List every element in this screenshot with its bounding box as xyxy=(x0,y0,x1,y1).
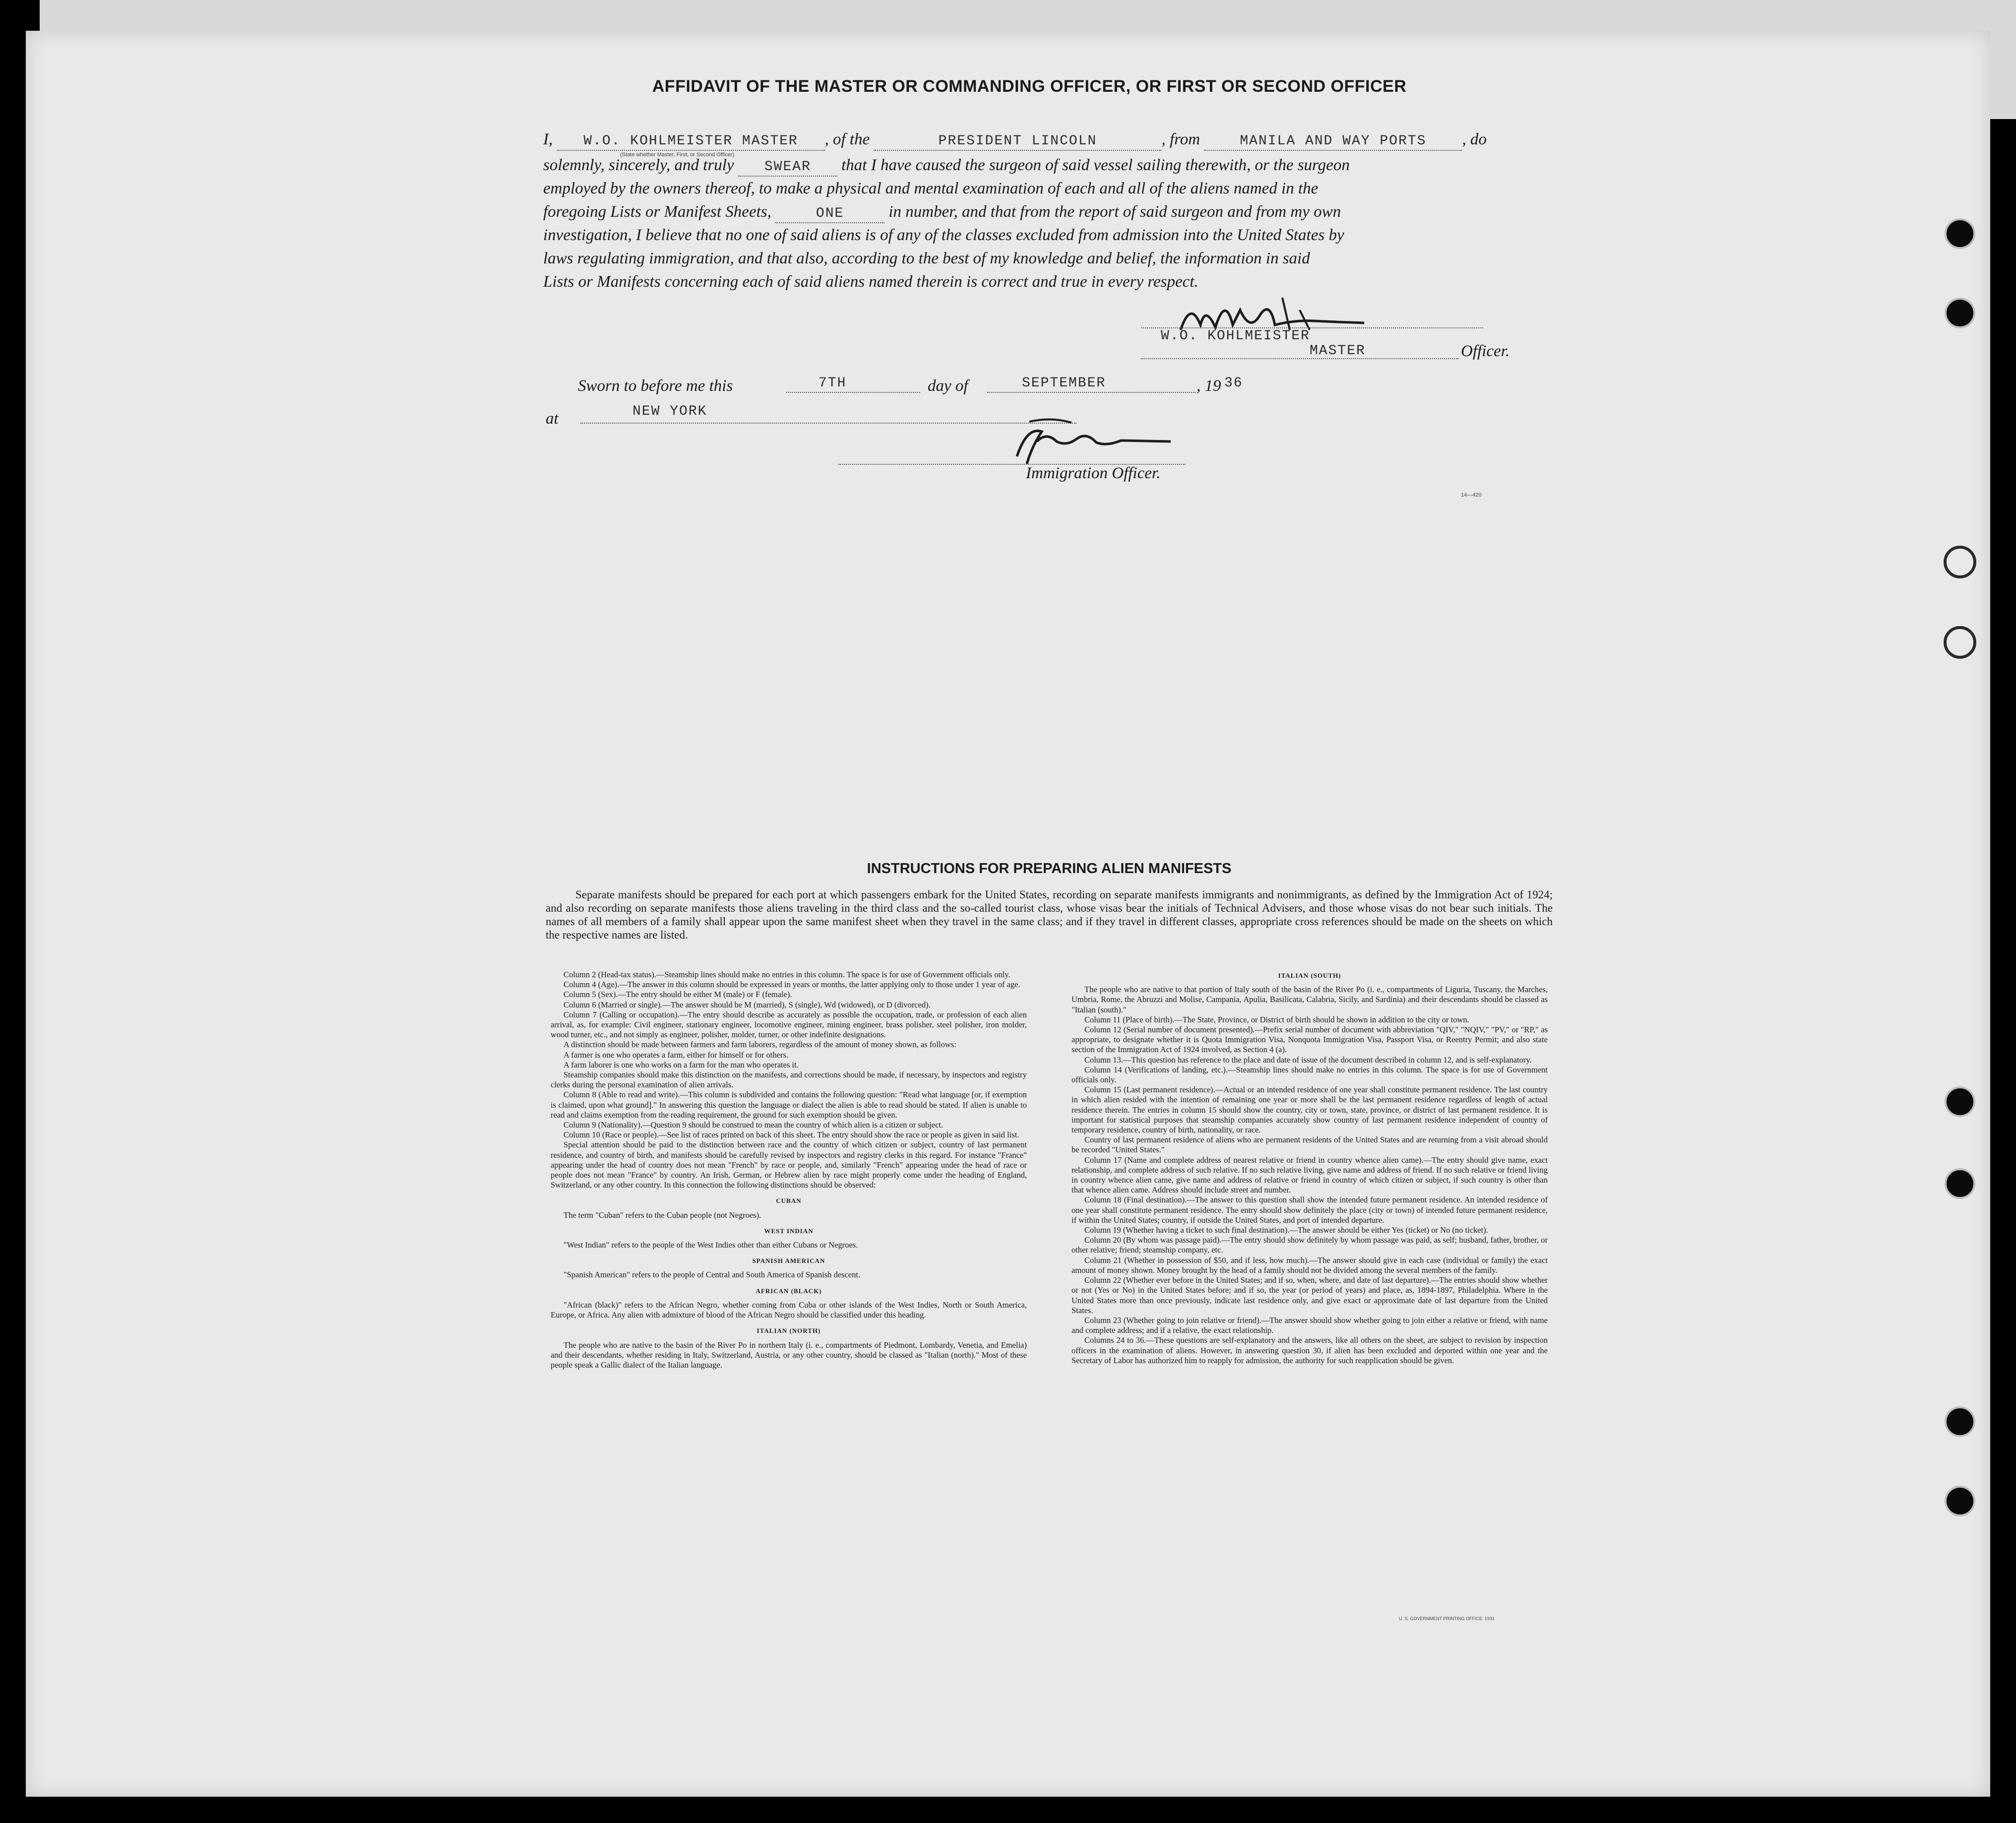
right-paragraph: Country of last permanent residence of aliens who are permanent residents of the United States and are returning from a visit abroad should be recorded "United States." xyxy=(1071,1135,1548,1155)
sworn-month-line xyxy=(987,392,1196,393)
instructions-intro: Separate manifests should be prepared for each port at which passengers embark for the United States, recording on separate manifests immigrants and nonimmigrants, as defined by the Immigration Act of 1924; and also recording on separate manifests those aliens traveling in the third class and the so-called tourist class, whose visas bear the initials of Technical Advisers, and those whose visas do not bear such initials. The names of all members of a family shall appear upon the same manifest sheet when they travel in the same class; and if they travel in different classes, appropriate cross references should be made on the sheets on which the respective names are listed. xyxy=(546,888,1553,941)
right-paragraph: Column 15 (Last permanent residence).—Actual or an intended residence of one year shall constitute permanent residence. The last country in which alien resided with the intention of remaining one year or more shall be the last permanent residence regardless of length of actual residence therein. The entries in column 15 should show the country, city or town, state, province, or district of last permanent residence. It is important for statistical purposes that steamship companies accurately show country of last permanent residence independent of country of temporary residence, country of birth, nationality, or race. xyxy=(1071,1085,1548,1135)
text-foregoing: foregoing Lists or Manifest Sheets, xyxy=(543,203,771,221)
west-indian-text: "West Indian" refers to the people of the West Indies other than either Cubans or Negroes. xyxy=(564,1240,858,1250)
right-paragraph: Column 22 (Whether ever before in the United States; and if so, when, where, and date of last departure).—The entries should show whether or not (Yes or No) in the United States before; and if so, the year (or period of years) and place, as, 1894-1897, Philadelphia. Where in the United States more than once previously, indicate last residence only, and give exact or approximate date of last departure from the United States. xyxy=(1071,1275,1548,1315)
italian-south-heading: ITALIAN (SOUTH) xyxy=(1278,972,1341,979)
binder-hole-7 xyxy=(1945,1406,1975,1437)
affidavit-line-3: employed by the owners thereof, to make a physical and mental examination of each and all of the aliens named in the xyxy=(543,180,1319,197)
left-paragraph: Column 8 (Able to read and write).—This column is subdivided and contains the following question: "Read what language [or, if exemption is claimed, upon what ground]." In answering this question the language or dialect the alien is able to read should be stated. If alien is unable to read and claims exemption from the reading requirement, the ground for such exemption should be given. xyxy=(551,1090,1027,1120)
text-solemnly: solemnly, sincerely, and truly xyxy=(543,156,734,174)
right-paragraph: Column 20 (By whom was passage paid).—The entry should show definitely by whom passage was paid, as self; husband, father, brother, or other relative; friend; steamship company, etc. xyxy=(1071,1235,1548,1255)
right-paragraph: Column 19 (Whether having a ticket to such final destination).—The answer should be either Yes (ticket) or No (no ticket). xyxy=(1084,1225,1488,1235)
right-paragraph: Column 18 (Final destination).—The answer to this question shall show the intended future permanent residence. An intended residence of one year shall constitute permanent residence. The entry should show definitely the place (city or town) of intended future permanent residence, if within the United States; country, if outside the United States, and port of intended departure. xyxy=(1071,1195,1548,1225)
left-paragraph: A farm laborer is one who works on a farm for the man who operates it. xyxy=(564,1060,799,1069)
spanish-american-heading: SPANISH AMERICAN xyxy=(752,1257,825,1265)
sworn-place-line xyxy=(580,423,1076,424)
african-heading: AFRICAN (BLACK) xyxy=(756,1287,822,1295)
italian-north-text: The people who are native to the basin of the River Po in northern Italy (i. e., compartments of Piedmont, Lombardy, Venetia, and Emelia) and their descendants, whether residing in Italy, Switzerland, Austria, or any other country, should be classed as "Italian (north)." Most of these people speak a Gallic dialect of the Italian language. xyxy=(551,1340,1027,1370)
binder-hole-6 xyxy=(1945,1168,1975,1199)
officer-label: Officer. xyxy=(1461,342,1510,360)
form-number: 14—420 xyxy=(1461,492,1482,498)
at-label: at xyxy=(546,410,559,428)
sworn-day: 7TH xyxy=(819,376,847,391)
year-prefix: , 19 xyxy=(1197,377,1221,395)
oath-field: SWEAR xyxy=(738,159,837,177)
right-paragraph: Column 14 (Verifications of landing, etc.).—Steamship lines should make no entries in this column. The space is for use of Government officials only. xyxy=(1071,1065,1548,1085)
binder-hole-1 xyxy=(1945,218,1975,249)
sworn-text: Sworn to before me this xyxy=(578,377,733,395)
sworn-place: NEW YORK xyxy=(632,404,707,419)
right-paragraph: Column 21 (Whether in possession of $50, and if less, how much).—The answer should give in each case (individual or family) the exact amount of money shown. Money brought by the head of a family should not be divided among the several members of the family. xyxy=(1071,1255,1548,1275)
state-note: (State whether Master, First, or Second Officer) xyxy=(620,152,735,158)
right-paragraph: Column 17 (Name and complete address of nearest relative or friend in country whence alien came).—The entry should give name, exact relationship, and complete address of such relative. If no such relative living, give name and address of friend. If no such relative or friend living in country whence alien came, give name and address of relative or friend in country of which citizen or subject, if such country is other than that whence alien came. Address should include street and number. xyxy=(1071,1155,1548,1195)
departure-port-field: MANILA AND WAY PORTS xyxy=(1204,133,1462,151)
left-paragraph: Steamship companies should make this distinction on the manifests, and corrections should be made, if necessary, by inspectors and registry clerks during the personal examination of alien arrivals. xyxy=(551,1070,1027,1090)
manifest-count-field: ONE xyxy=(775,205,884,223)
binder-hole-5 xyxy=(1945,1086,1975,1117)
right-paragraph: Column 11 (Place of birth).—The State, Province, or District of birth should be shown in addition to the city or town. xyxy=(1084,1014,1469,1024)
binder-hole-3 xyxy=(1944,546,1976,578)
binder-hole-8 xyxy=(1945,1486,1975,1516)
instructions-right-column xyxy=(1071,965,1548,1366)
affidavit-line-6: laws regulating immigration, and that also, according to the best of my knowledge and belief, the information in said xyxy=(543,250,1310,267)
binder-hole-4 xyxy=(1944,626,1976,659)
african-text: "African (black)" refers to the African Negro, whether coming from Cuba or other islands of the West Indies, North or South America, Europe, or Africa. Any alien with admixture of blood of the African Negro should be classified under this heading. xyxy=(551,1300,1027,1320)
day-of-text: day of xyxy=(928,377,968,395)
left-paragraph: Column 10 (Race or people).—See list of races printed on back of this sheet. The entry should show the race or people as given in said list. xyxy=(564,1130,1019,1140)
officer-rank: MASTER xyxy=(1310,343,1366,359)
binder-hole-2 xyxy=(1945,298,1975,328)
left-paragraph: Column 2 (Head-tax status).—Steamship lines should make no entries in this column. The space is for use of Government officials only. xyxy=(564,970,1010,979)
left-paragraph: A farmer is one who operates a farm, either for himself or for others. xyxy=(564,1050,789,1060)
right-paragraph: The people who are native to that portion of Italy south of the basin of the River Po (i. e., compartments of Liguria, Tuscany, the Marches, Umbria, Rome, the Abruzzi and Molise, Campania, Apulia, Basilicata, Calabria, Sicily, and Sardinia) and their descendants should be classed as "Italian (south)." xyxy=(1071,985,1548,1014)
right-paragraph: Column 13.—This question has reference to the place and date of issue of the document described in column 12, and is self-explanatory. xyxy=(1084,1055,1532,1065)
text-surgeon: that I have caused the surgeon of said vessel sailing therewith, or the surgeon xyxy=(841,156,1350,174)
vessel-name-field: PRESIDENT LINCOLN xyxy=(874,133,1161,151)
text-of-the: , of the xyxy=(824,130,870,148)
printer-note: U. S. GOVERNMENT PRINTING OFFICE: 1931 xyxy=(1399,1616,1495,1621)
left-paragraph: Column 6 (Married or single).—The answer should be M (married), S (single), Wd (widowed), or D (divorced). xyxy=(564,1000,931,1009)
spanish-american-text: "Spanish American" refers to the people of Central and South America of Spanish descent. xyxy=(564,1270,861,1280)
sworn-day-line xyxy=(786,392,920,393)
text-do: , do xyxy=(1462,130,1487,148)
officer-line xyxy=(1141,358,1458,359)
text-from: , from xyxy=(1161,130,1200,148)
left-paragraph: A distinction should be made between farmers and farm laborers, regardless of the amount of money shown, as follows: xyxy=(564,1040,956,1050)
sworn-month: SEPTEMBER xyxy=(1022,376,1106,391)
cuban-text: The term "Cuban" refers to the Cuban people (not Negroes). xyxy=(564,1210,761,1220)
left-paragraph: Column 5 (Sex).—The entry should be either M (male) or F (female). xyxy=(564,990,792,1000)
affidavit-line-7: Lists or Manifests concerning each of said aliens named therein is correct and true in every respect. xyxy=(543,273,1198,291)
officer-name-field: W.O. KOHLMEISTER MASTER xyxy=(557,133,825,151)
left-paragraph: Column 7 (Calling or occupation).—The entry should describe as accurately as possible the occupation, trade, or profession of each alien arrival, as, for example: Civil engineer, stationary engineer, locomotive engineer, mining engineer, brass polisher, steel polisher, iron molder, wood turner, etc., and not simply as engineer, polisher, molder, turner, or other indefinite designations. xyxy=(551,1009,1027,1040)
affidavit-line-2 xyxy=(543,154,1515,177)
affidavit-title: AFFIDAVIT OF THE MASTER OR COMMANDING OFFICER, OR FIRST OR SECOND OFFICER xyxy=(652,77,1407,96)
affidavit-line-1 xyxy=(543,128,1515,151)
cuban-heading: CUBAN xyxy=(776,1197,802,1205)
affidavit-line-4 xyxy=(543,200,1515,224)
text-i: I, xyxy=(543,130,553,148)
instructions-left-column xyxy=(551,970,1027,1370)
officer-typed-name: W.O. KOHLMEISTER xyxy=(1161,328,1310,344)
west-indian-heading: WEST INDIAN xyxy=(764,1227,814,1235)
left-paragraph: Special attention should be paid to the distinction between race and the country of which citizen or subject, country of last permanent residence, and country of birth, and manifests should be carefully revised by inspectors and registry clerks in this regard. For instance "France" appearing under the head of country does not mean "French" by race or people, and, similarly "French" appearing under the head of race or people does not mean "France" by country. An Irish, German, or Hebrew alien by race might properly come under the heading of England, Switzerland, or any other country. In this connection the following distinctions should be observed: xyxy=(551,1140,1027,1190)
instructions-title: INSTRUCTIONS FOR PREPARING ALIEN MANIFESTS xyxy=(867,861,1232,877)
left-paragraph: Column 4 (Age).—The answer in this column should be expressed in years or months, the latter applying only to those under 1 year of age. xyxy=(564,980,1020,990)
right-paragraph: Columns 24 to 36.—These questions are self-explanatory and the answers, like all others on the sheet, are subject to revision by inspection officers in the examination of aliens. However, in answering question 30, if alien has been excluded and deported within one year and the Secretary of Labor has authorized him to reapply for admission, the authority for such reapplication should be given. xyxy=(1071,1335,1548,1365)
text-in-number: in number, and that from the report of said surgeon and from my own xyxy=(888,203,1341,221)
right-paragraph: Column 12 (Serial number of document presented).—Prefix serial number of document with abbreviation "QIV," "NQIV," "PV," or "RP," as appropriate, to designate whether it is Quota Immigration Visa, Nonquota Immigration Visa, Passport Visa, or Reentry Permit; and also state section of the Immigration Act of 1924 involved, as Section 4 (a). xyxy=(1071,1025,1548,1055)
right-paragraph: Column 23 (Whether going to join relative or friend).—The answer should show whether going to join either a relative or friend, with name and complete address; and if a relative, the exact relationship. xyxy=(1071,1315,1548,1335)
year-suffix: 36 xyxy=(1224,376,1243,391)
affidavit-line-5: investigation, I believe that no one of said aliens is of any of the classes excluded from admission into the United States by xyxy=(543,226,1344,244)
immigration-officer-label: Immigration Officer. xyxy=(1026,464,1161,482)
left-paragraph: Column 9 (Nationality).—Question 9 should be construed to mean the country of which alien is a citizen or subject. xyxy=(564,1120,944,1130)
italian-north-heading: ITALIAN (NORTH) xyxy=(756,1327,821,1335)
